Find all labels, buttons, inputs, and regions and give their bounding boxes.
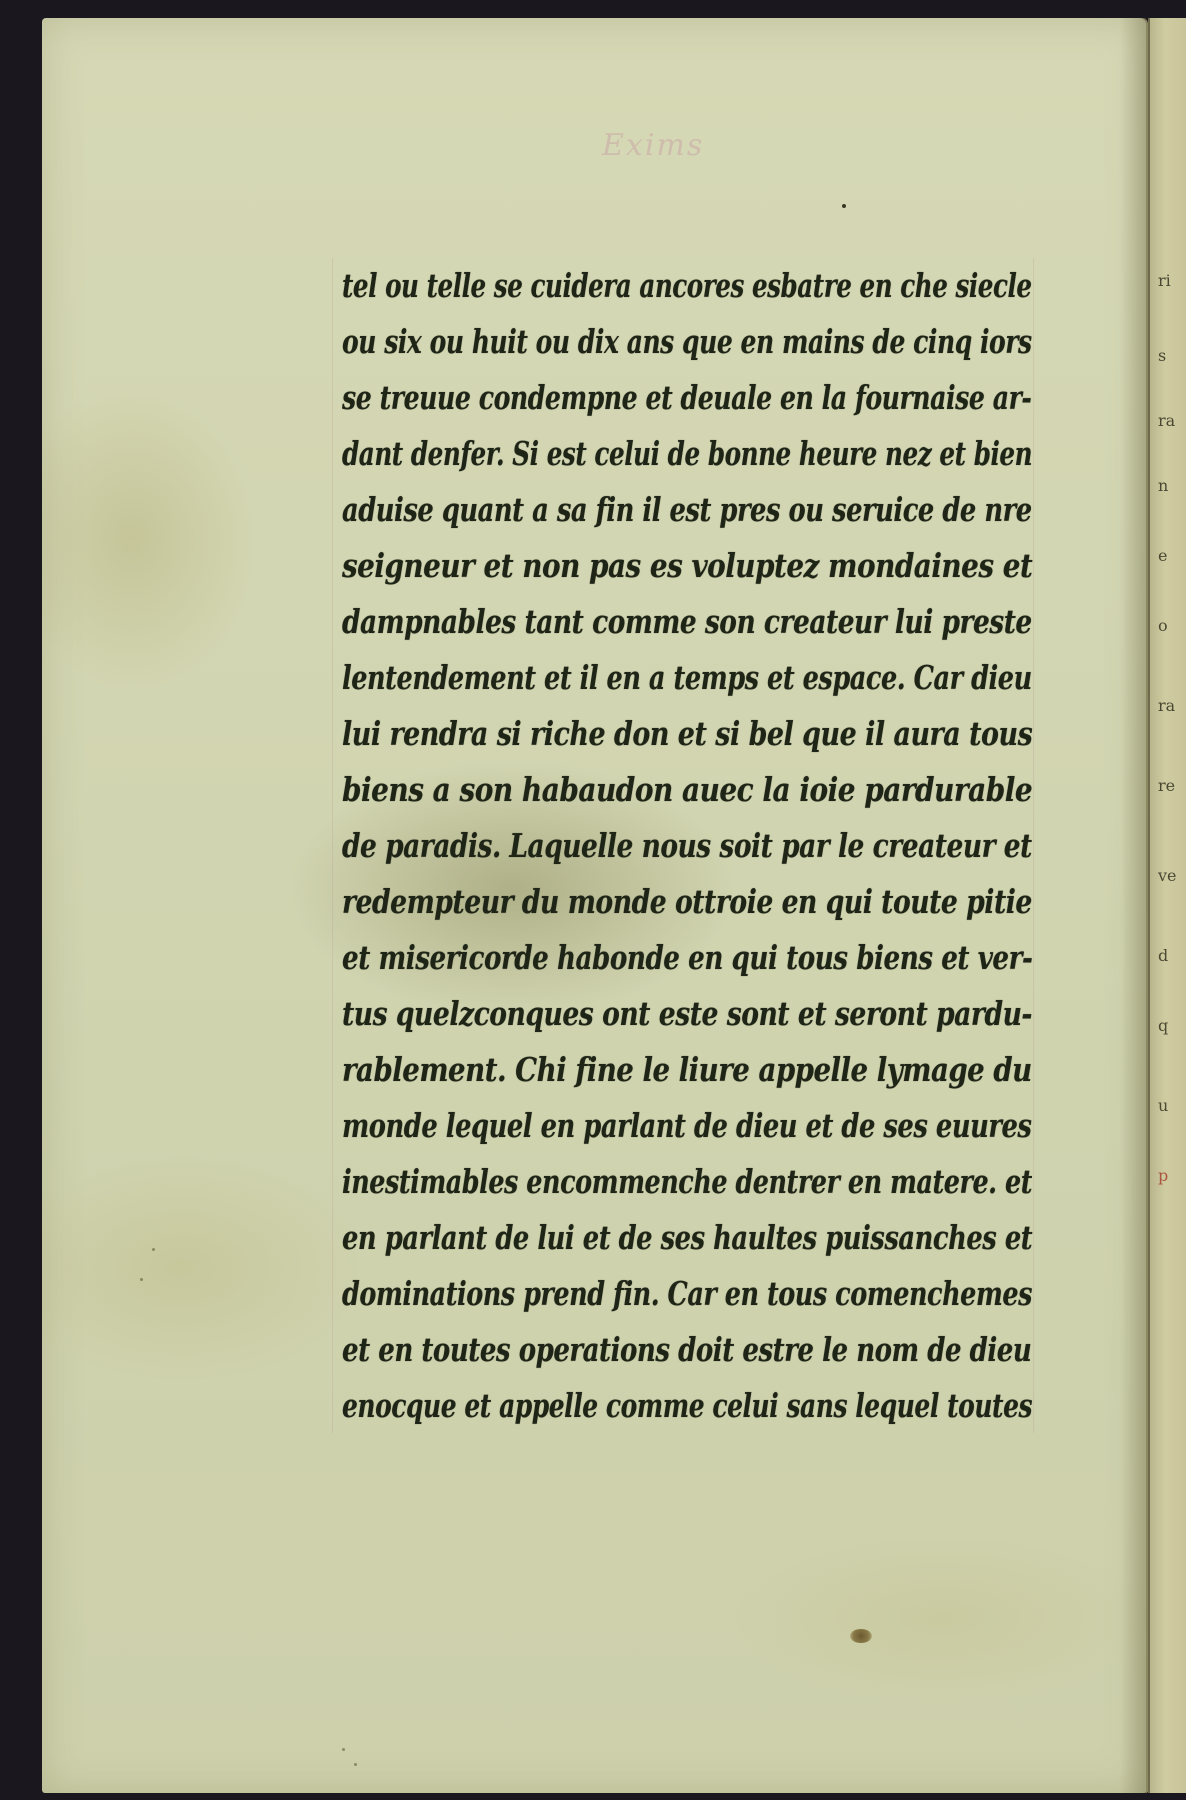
text-line: dampnables tant comme son createur lui preste: [342, 602, 1032, 641]
running-title: Exims: [602, 128, 705, 163]
text-line: inestimables encommenche dentrer en matere. et: [342, 1162, 1032, 1201]
text-line: aduise quant a sa fin il est pres ou seruice de nre: [342, 490, 1032, 529]
text-line: lentendement et il en a temps et espace. Car dieu: [342, 658, 1032, 697]
manuscript-text-block: [342, 258, 1042, 1433]
text-line: tel ou telle se cuidera ancores esbatre en che siecle: [342, 266, 1032, 305]
facing-page-fragment: q: [1158, 1016, 1169, 1035]
facing-page-fragment: p: [1158, 1166, 1169, 1185]
facing-page-fragment: re: [1158, 776, 1176, 795]
parchment-speck: [152, 1248, 155, 1251]
text-line: dominations prend fin. Car en tous comenchemes: [342, 1274, 1032, 1313]
facing-page-fragment: ra: [1158, 411, 1176, 430]
text-line: seigneur et non pas es voluptez mondaines et: [342, 546, 1033, 585]
facing-page-fragment: o: [1158, 616, 1168, 635]
facing-page-fragment: ve: [1158, 866, 1177, 885]
facing-page-edge: [1148, 18, 1186, 1793]
facing-page-fragment: d: [1158, 946, 1169, 965]
text-line: ou six ou huit ou dix ans que en mains de cinq iors: [342, 322, 1032, 361]
text-line: et misericorde habonde en qui tous biens et ver-: [342, 938, 1032, 977]
text-line: dant denfer. Si est celui de bonne heure nez et bien: [342, 434, 1033, 473]
text-line: redempteur du monde ottroie en qui toute pitie: [342, 882, 1032, 921]
parchment-speck: [140, 1278, 143, 1281]
manuscript-leaf: [42, 18, 1146, 1793]
text-line: biens a son habaudon auec la ioie pardurable: [342, 770, 1033, 809]
parchment-speck: [354, 1763, 357, 1766]
ink-dot: [842, 204, 846, 208]
text-line: monde lequel en parlant de dieu et de ses euures: [342, 1106, 1032, 1145]
parchment-stain: [850, 1629, 872, 1643]
facing-page-fragment: n: [1158, 476, 1169, 495]
facing-page-fragment: u: [1158, 1096, 1169, 1115]
facing-page-fragment: e: [1158, 546, 1168, 565]
text-line: lui rendra si riche don et si bel que il aura tous: [342, 714, 1033, 753]
facing-page-fragment: ri: [1158, 271, 1171, 290]
text-line: en parlant de lui et de ses haultes puissanches et: [342, 1218, 1033, 1257]
parchment-speck: [342, 1748, 345, 1751]
text-line: tus quelzconques ont este sont et seront pardu-: [342, 994, 1032, 1033]
text-line: enocque et appelle comme celui sans lequel toutes: [342, 1386, 1033, 1425]
text-line: et en toutes operations doit estre le nom de dieu: [342, 1330, 1032, 1369]
leaf-edge-shadow: [1120, 18, 1146, 1793]
text-line: rablement. Chi fine le liure appelle lymage du: [342, 1050, 1032, 1089]
facing-page-fragment: s: [1158, 346, 1167, 365]
text-line: se treuue condempne et deuale en la fournaise ar-: [342, 378, 1032, 417]
text-line: de paradis. Laquelle nous soit par le createur et: [342, 826, 1032, 865]
facing-page-fragment: ra: [1158, 696, 1176, 715]
